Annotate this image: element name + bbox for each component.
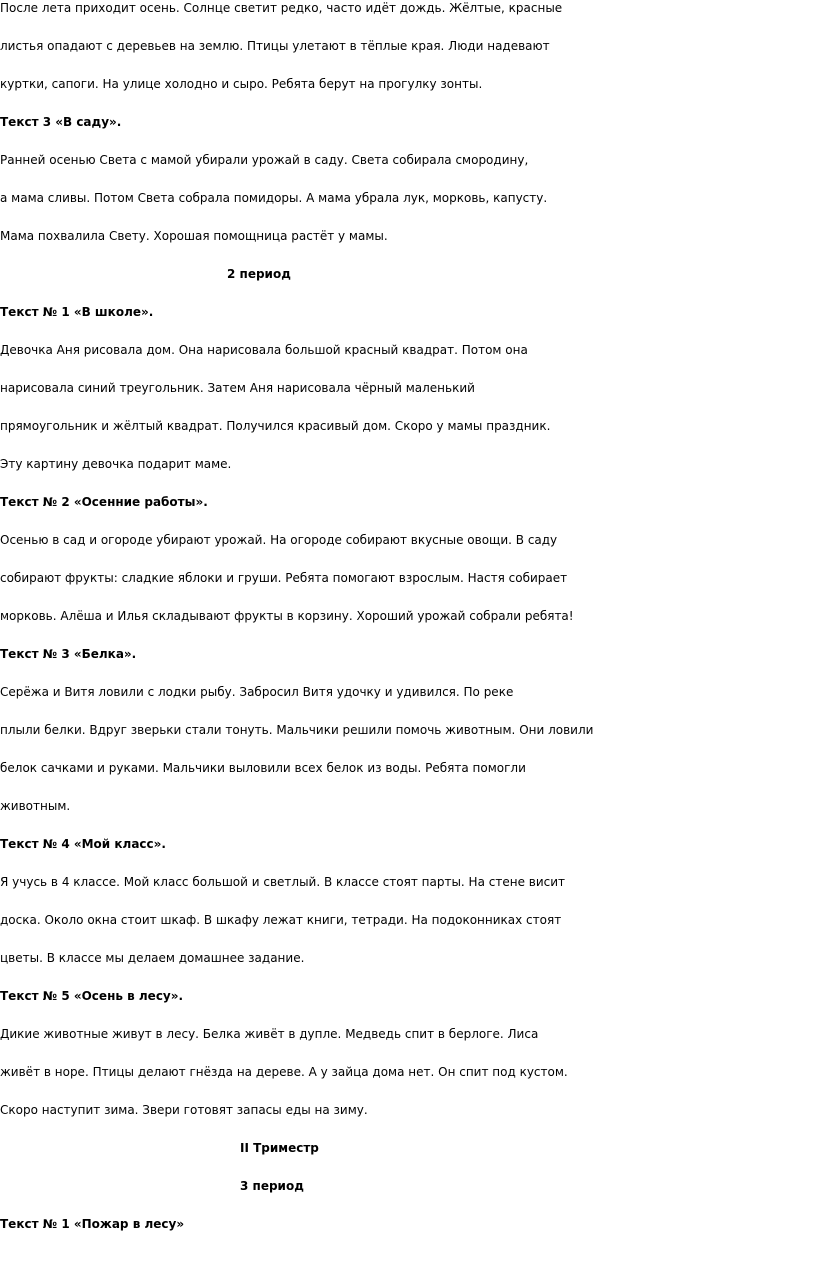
body-text-line: прямоугольник и жёлтый квадрат. Получился красивый дом. Скоро у мамы праздник.: [0, 419, 551, 433]
body-text-line: Ранней осенью Света с мамой убирали урожай в саду. Света собирала смородину,: [0, 153, 529, 167]
period-heading: 2 период: [227, 267, 291, 281]
body-text-line: листья опадают с деревьев на землю. Птицы улетают в тёплые края. Люди надевают: [0, 39, 550, 53]
body-text-line: плыли белки. Вдруг зверьки стали тонуть. Мальчики решили помочь животным. Они ловили: [0, 723, 594, 737]
section-heading: Текст № 4 «Мой класс».: [0, 837, 166, 851]
body-text-line: собирают фрукты: сладкие яблоки и груши. Ребята помогают взрослым. Настя собирает: [0, 571, 568, 585]
body-text-line: животным.: [0, 799, 71, 813]
section-heading: Текст № 2 «Осенние работы».: [0, 495, 208, 509]
section-heading: Текст № 1 «Пожар в лесу»: [0, 1217, 185, 1231]
section-heading: Текст 3 «В саду».: [0, 115, 122, 129]
section-heading: Текст № 3 «Белка».: [0, 647, 137, 661]
body-text-line: Девочка Аня рисовала дом. Она нарисовала большой красный квадрат. Потом она: [0, 343, 528, 357]
body-text-line: белок сачками и руками. Мальчики выловили всех белок из воды. Ребята помогли: [0, 761, 526, 775]
body-text-line: морковь. Алёша и Илья складывают фрукты в корзину. Хороший урожай собрали ребята!: [0, 609, 574, 623]
body-text-line: Эту картину девочка подарит маме.: [0, 457, 232, 471]
body-text-line: Скоро наступит зима. Звери готовят запасы еды на зиму.: [0, 1103, 368, 1117]
body-text-line: Я учусь в 4 классе. Мой класс большой и светлый. В классе стоят парты. На стене висит: [0, 875, 566, 889]
body-text-line: Дикие животные живут в лесу. Белка живёт в дупле. Медведь спит в берлоге. Лиса: [0, 1027, 539, 1041]
body-text-line: Серёжа и Витя ловили с лодки рыбу. Забросил Витя удочку и удивился. По реке: [0, 685, 514, 699]
trimester-heading: II Триместр: [240, 1141, 319, 1155]
body-text-line: После лета приходит осень. Солнце светит редко, часто идёт дождь. Жёлтые, красные: [0, 1, 563, 15]
body-text-line: нарисовала синий треугольник. Затем Аня нарисовала чёрный маленький: [0, 381, 475, 395]
body-text-line: куртки, сапоги. На улице холодно и сыро. Ребята берут на прогулку зонты.: [0, 77, 483, 91]
section-heading: Текст № 5 «Осень в лесу».: [0, 989, 184, 1003]
period-heading: 3 период: [240, 1179, 304, 1193]
body-text-line: доска. Около окна стоит шкаф. В шкафу лежат книги, тетради. На подоконниках стоят: [0, 913, 562, 927]
body-text-line: Осенью в сад и огороде убирают урожай. На огороде собирают вкусные овощи. В саду: [0, 533, 558, 547]
body-text-line: Мама похвалила Свету. Хорошая помощница растёт у мамы.: [0, 229, 388, 243]
section-heading: Текст № 1 «В школе».: [0, 305, 154, 319]
body-text-line: цветы. В классе мы делаем домашнее задание.: [0, 951, 305, 965]
body-text-line: а мама сливы. Потом Света собрала помидоры. А мама убрала лук, морковь, капусту.: [0, 191, 548, 205]
body-text-line: живёт в норе. Птицы делают гнёзда на дереве. А у зайца дома нет. Он спит под кустом.: [0, 1065, 568, 1079]
